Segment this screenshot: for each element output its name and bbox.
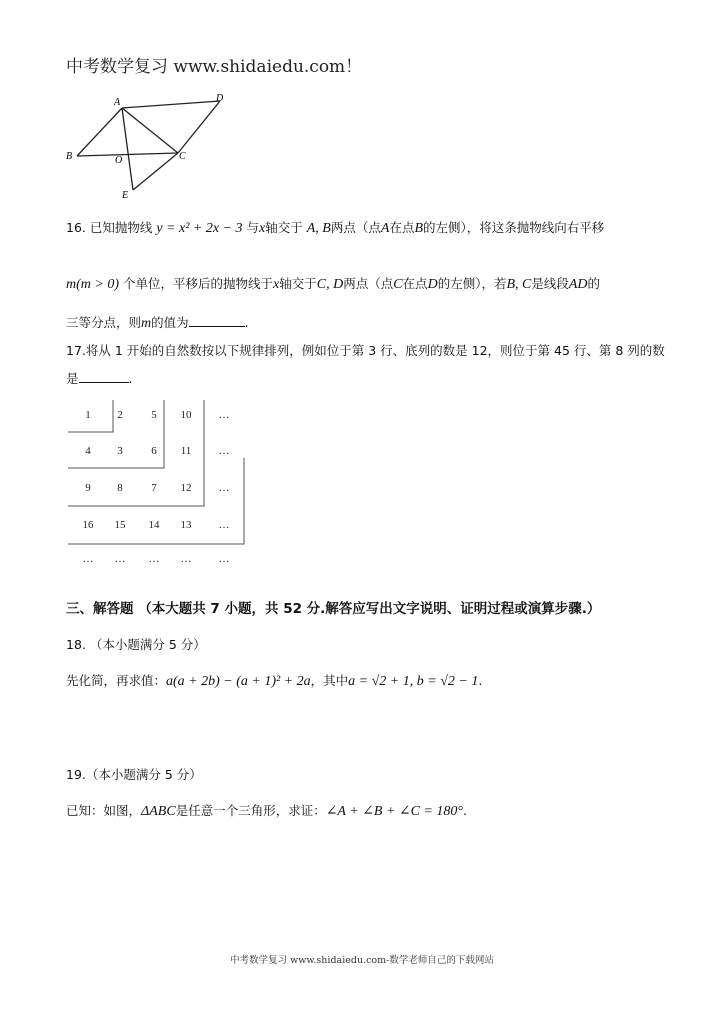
grid-cell-r3-c2: 8 bbox=[117, 482, 123, 494]
answer-blank-16[interactable] bbox=[189, 314, 245, 327]
question-19-body: 已知：如图，ΔABC是任意一个三角形，求证：∠A + ∠B + ∠C = 180°. bbox=[66, 803, 468, 819]
page-footer: 中考数学复习 www.shidaiedu.com-数学老师自己的下载网站 bbox=[230, 955, 494, 966]
grid-cell-r2-c3: 6 bbox=[151, 445, 157, 457]
section-3-heading: 三、解答题 （本大题共 7 小题，共 52 分.解答应写出文字说明、证明过程或演算步骤.） bbox=[66, 601, 601, 617]
point-label-d: D bbox=[216, 93, 224, 104]
segment-ac bbox=[122, 108, 178, 153]
segment-ec bbox=[133, 153, 178, 190]
point-label-a: A bbox=[114, 97, 121, 108]
grid-cell-r4-c3: 14 bbox=[148, 519, 160, 531]
segment-dc bbox=[178, 101, 220, 153]
grid-cell-r1-c2: 2 bbox=[117, 409, 123, 421]
grid-cell-r1-c1: 1 bbox=[85, 409, 91, 421]
question-16-line-1: 16. 已知抛物线 y = x² + 2x − 3 与x轴交于 A, B两点（点A在点B的左侧），将这条抛物线向右平移 bbox=[66, 220, 605, 236]
grid-cell-r4-c4: 13 bbox=[180, 519, 192, 531]
answer-blank-17[interactable] bbox=[79, 370, 129, 383]
question-16-line-3: 三等分点，则m的值为 . bbox=[66, 315, 249, 331]
grid-cell-r3-c1: 9 bbox=[85, 482, 91, 494]
grid-cell-r2-c4: 11 bbox=[180, 445, 192, 457]
point-label-o: O bbox=[115, 155, 123, 166]
segment-ae bbox=[122, 108, 133, 190]
grid-cell-r2-c2: 3 bbox=[117, 445, 123, 457]
point-label-c: C bbox=[179, 151, 186, 162]
grid-cell-r1-c3: 5 bbox=[151, 409, 157, 421]
grid-cell-r1-c5: … bbox=[218, 409, 230, 421]
grid-cell-r4-c5: … bbox=[218, 519, 230, 531]
grid-boundary-4 bbox=[68, 458, 244, 544]
question-18-body: 先化简，再求值：a(a + 2b) − (a + 1)² + 2a，其中a = √2 + 1, b = √2 − 1. bbox=[66, 673, 483, 689]
grid-boundary-2 bbox=[68, 400, 164, 468]
segment-ad bbox=[122, 101, 220, 108]
grid-cell-r2-c5: … bbox=[218, 445, 230, 457]
page-header: 中考数学复习 www.shidaiedu.com！ bbox=[66, 57, 363, 77]
grid-cell-r4-c1: 16 bbox=[82, 519, 94, 531]
grid-cell-r5-c2: … bbox=[114, 553, 126, 565]
grid-cell-r5-c1: … bbox=[82, 553, 94, 565]
segment-ab bbox=[77, 108, 122, 156]
question-17-line-2: 是 . bbox=[66, 371, 133, 386]
grid-cell-r2-c1: 4 bbox=[85, 445, 91, 457]
grid-cell-r4-c2: 15 bbox=[114, 519, 126, 531]
grid-cell-r5-c3: … bbox=[148, 553, 160, 565]
grid-cell-r5-c5: … bbox=[218, 553, 230, 565]
question-18-title: 18. （本小题满分 5 分） bbox=[66, 637, 206, 652]
grid-cell-r3-c4: 12 bbox=[180, 482, 192, 494]
geometry-figure-abdce bbox=[60, 90, 240, 202]
point-label-e: E bbox=[122, 190, 129, 201]
question-16-line-2: m(m > 0) 个单位，平移后的抛物线于x轴交于C, D两点（点C在点D的左侧），若B, C是线段AD的 bbox=[66, 276, 601, 292]
grid-cell-r1-c4: 10 bbox=[180, 409, 192, 421]
point-label-b: B bbox=[66, 151, 73, 162]
grid-cell-r3-c3: 7 bbox=[151, 482, 157, 494]
grid-cell-r5-c4: … bbox=[180, 553, 192, 565]
question-19-title: 19.（本小题满分 5 分） bbox=[66, 767, 202, 782]
grid-cell-r3-c5: … bbox=[218, 482, 230, 494]
question-17-line-1: 17.将从 1 开始的自然数按以下规律排列，例如位于第 3 行、底列的数是 12，则位于第 45 行、第 8 列的数 bbox=[66, 343, 665, 358]
number-arrangement-grid bbox=[66, 398, 256, 570]
